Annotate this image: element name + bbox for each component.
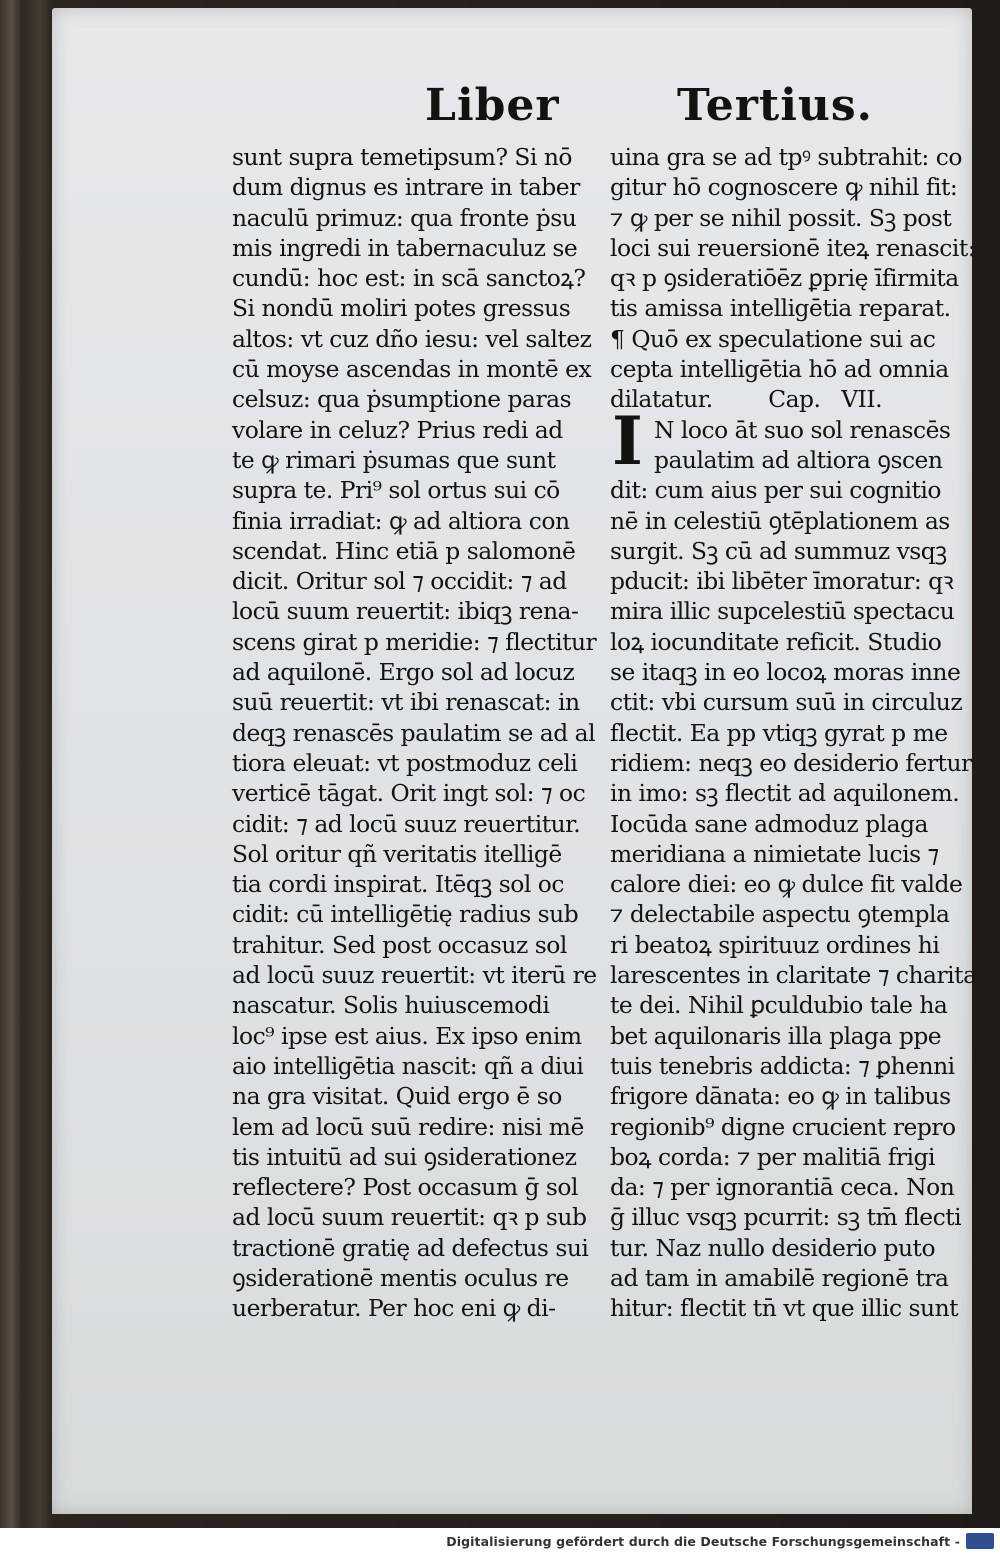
text-line: dit: cum aius per sui cognitio — [610, 476, 941, 505]
text-line: naculū primuz: qua fronte ṗsu — [232, 203, 577, 232]
text-line: tur. Naz nullo desiderio puto — [610, 1233, 936, 1262]
text-line: dicit. Oritur sol ⁊ occidit: ⁊ ad — [232, 567, 567, 596]
drop-capital: I — [612, 402, 643, 480]
text-line: trahitur. Sed post occasuz sol — [232, 930, 567, 959]
text-line: nē in celestiū ꝯtēplationem as — [610, 506, 950, 535]
text-line: scendat. Hinc etiā p salomonē — [232, 536, 576, 565]
running-header — [420, 80, 873, 140]
text-line: tis amissa intelligētia reparat. — [610, 294, 951, 323]
text-line: ⁊ ꝙ per se nihil possit. Sꝫ post — [610, 203, 952, 232]
text-line: mira illic supcelestiū spectacu — [610, 597, 955, 626]
text-line: dum dignus es intrare in taber — [232, 173, 580, 202]
text-line: pducit: ibi libēter īmoratur: qꝛ — [610, 567, 954, 596]
text-line: da: ⁊ per ignorantiā ceca. Non — [610, 1173, 955, 1202]
text-line: ḡ illuc vsqꝫ pcurrit: sꝫ tm̄ flecti — [610, 1203, 962, 1232]
dfg-logo — [966, 1533, 994, 1549]
text-line: ad locū suuz reuertit: vt iterū re — [232, 961, 597, 990]
text-line: ridiem: neqꝫ eo desiderio fertur — [610, 748, 972, 777]
text-line: sunt supra temetipsum? Si nō — [232, 143, 573, 171]
text-line: ad tam in amabilē regionē tra — [610, 1263, 949, 1292]
text-line: cū moyse ascendas in montē ex — [232, 355, 592, 384]
text-line: ꝯsiderationē mentis oculus re — [232, 1263, 569, 1292]
text-line: Si nondū moliri potes gressus — [232, 294, 571, 323]
text-line: meridiana a nimietate lucis ⁊ — [610, 839, 939, 868]
header-left: Liber — [425, 80, 560, 131]
text-line: te ꝙ rimari ṗsumas que sunt — [232, 445, 556, 474]
text-line: tis intuitū ad sui ꝯsiderationez — [232, 1142, 577, 1171]
text-line: cepta intelligētia hō ad omnia — [610, 355, 949, 384]
text-line: verticē tāgat. Orit ingt sol: ⁊ oc — [232, 779, 586, 808]
text-line: locū suum reuertit: ibiqꝫ rena- — [232, 597, 579, 626]
text-line: calore diei: eo ꝙ dulce fit valde — [610, 870, 963, 899]
text-line: uina gra se ad tpꝰ subtrahit: co — [610, 143, 962, 171]
text-line: hitur: flectit tn̄ vt que illic sunt — [610, 1294, 959, 1323]
text-line: ¶ Quō ex speculatione sui ac — [610, 324, 936, 353]
text-line: larescentes in claritate ⁊ charita — [610, 961, 977, 990]
text-line: loci sui reuersionē iteꝝ renascit: — [610, 233, 976, 262]
text-line: N loco āt suo sol renascēs — [654, 415, 951, 444]
text-line: reflectere? Post occasum ḡ sol — [232, 1173, 578, 1202]
text-line: suū reuertit: vt ibi renascat: in — [232, 688, 580, 717]
text-line: supra te. Pri⁹ sol ortus sui cō — [232, 476, 560, 505]
text-line: Sol oritur qñ veritatis itelligē — [232, 839, 562, 868]
text-line: scens girat p meridie: ⁊ flectitur — [232, 627, 597, 656]
text-line: deqꝫ renascēs paulatim se ad al — [232, 718, 596, 747]
text-line: finia irradiat: ꝙ ad altiora con — [232, 506, 570, 535]
text-line: aio intelligētia nascit: qñ a diui — [232, 1051, 584, 1080]
text-line: flectit. Ea pp vtiqꝫ gyrat p me — [610, 718, 948, 747]
text-line: te dei. Nihil ꝑculdubio tale ha — [610, 991, 948, 1020]
text-line: paulatim ad altiora ꝯscen — [654, 445, 943, 474]
text-line: cundū: hoc est: in scā sanctoꝝ? — [232, 264, 586, 293]
text-line: nascatur. Solis huiuscemodi — [232, 991, 550, 1020]
text-line: lem ad locū suū redire: nisi mē — [232, 1112, 584, 1141]
text-line: loꝝ iocunditate reficit. Studio — [610, 627, 942, 656]
text-line: mis ingredi in tabernaculuz se — [232, 233, 578, 262]
text-line: frigore dānata: eo ꝙ in talibus — [610, 1082, 951, 1111]
text-line: loc⁹ ipse est aius. Ex ipso enim — [232, 1021, 582, 1050]
text-line: ri beatoꝝ spirituuz ordines hi — [610, 930, 940, 959]
text-line: ad aquilonē. Ergo sol ad locuz — [232, 658, 575, 687]
text-line: volare in celuz? Prius redi ad — [232, 415, 563, 444]
text-line: tractionē gratię ad defectus sui — [232, 1233, 589, 1262]
text-line: ⁊ delectabile aspectu ꝯtempla — [610, 900, 950, 929]
text-line: tuis tenebris addicta: ⁊ ꝑhenni — [610, 1051, 955, 1080]
text-line: bet aquilonaris illa plaga ppe — [610, 1021, 942, 1050]
text-line: surgit. Sꝫ cū ad summuz vsqꝫ — [610, 536, 947, 565]
text-line: ad locū suum reuertit: qꝛ p sub — [232, 1203, 587, 1232]
text-line: dilatatur. Cap. VII. — [610, 385, 883, 414]
text-line: altos: vt cuz dño iesu: vel saltez — [232, 324, 592, 353]
text-line: na gra visitat. Quid ergo ē so — [232, 1082, 562, 1111]
text-line: se itaqꝫ in eo locoꝝ moras inne — [610, 658, 961, 687]
text-line: uerberatur. Per hoc eni ꝙ di- — [232, 1294, 556, 1323]
text-line: cidit: cū intelligētię radius sub — [232, 900, 579, 929]
text-line: gitur hō cognoscere ꝙ nihil fit: — [610, 173, 958, 202]
text-line: celsuz: qua ṗsumptione paras — [232, 385, 572, 414]
text-line: Iocūda sane admoduz plaga — [610, 809, 928, 838]
text-line: tiora eleuat: vt postmoduz celi — [232, 748, 578, 777]
text-line: ctit: vbi cursum suū in circuluz — [610, 688, 963, 717]
text-line: regionib⁹ digne crucient repro — [610, 1112, 956, 1141]
right-text-column — [610, 142, 977, 1324]
text-line: cidit: ⁊ ad locū suuz reuertitur. — [232, 809, 581, 838]
text-line: in imo: sꝫ flectit ad aquilonem. — [610, 779, 960, 808]
header-right: Tertius. — [677, 80, 873, 131]
text-line: boꝝ corda: ⁊ per malitiā frigi — [610, 1142, 935, 1171]
footer-credit: Digitalisierung gefördert durch die Deutsche Forschungsgemeinschaft - — [446, 1534, 960, 1549]
text-line: tia cordi inspirat. Itēqꝫ sol oc — [232, 870, 564, 899]
footer-bar — [0, 1528, 1000, 1556]
left-text-column — [232, 142, 597, 1324]
text-line: qꝛ p ꝯsideratiōēz ꝑprię īfirmita — [610, 264, 959, 293]
